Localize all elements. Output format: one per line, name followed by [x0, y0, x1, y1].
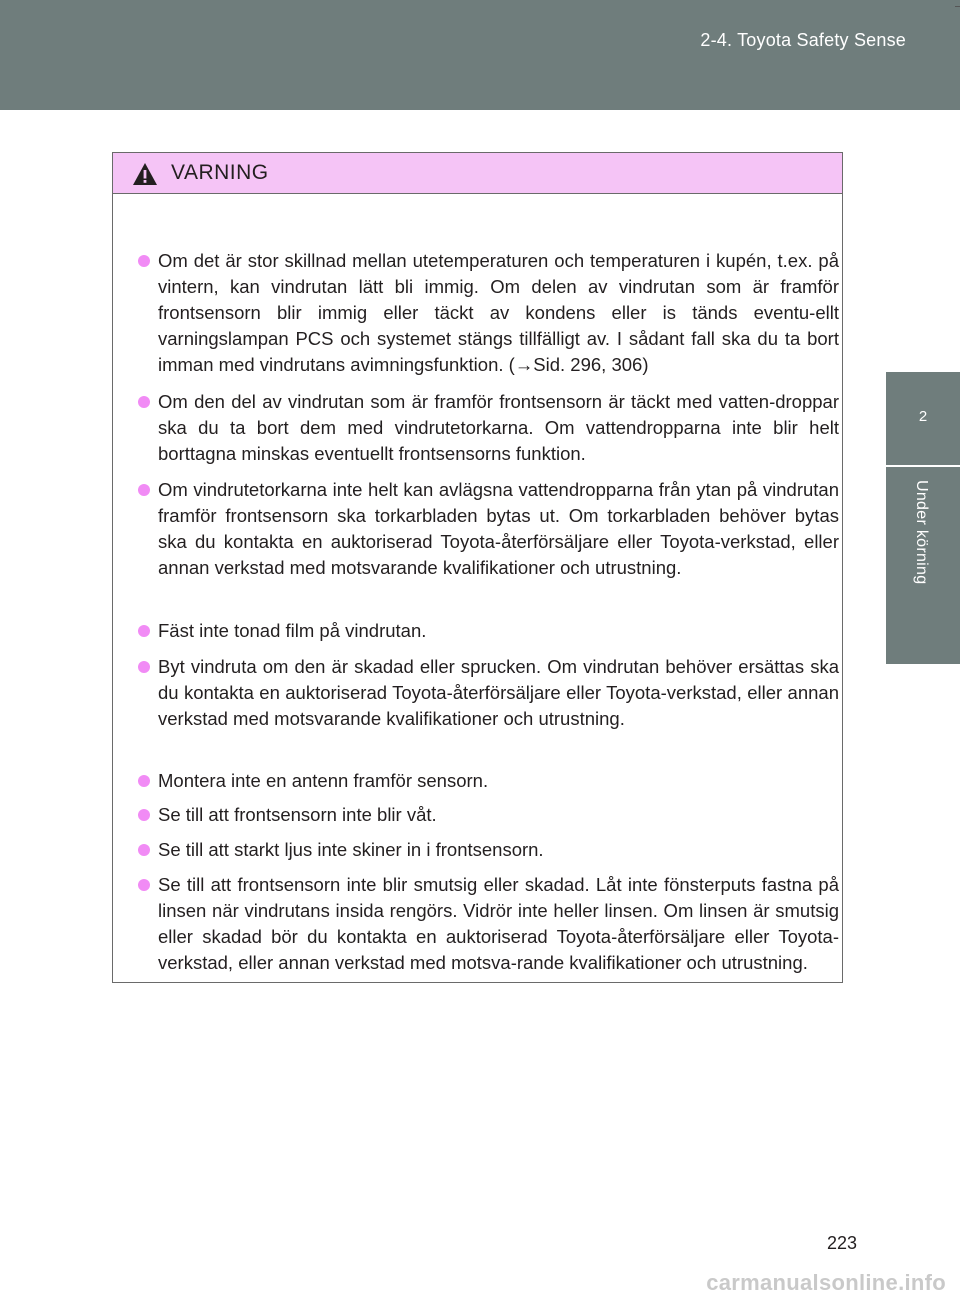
- list-item: [138, 618, 839, 644]
- warning-header: [113, 153, 842, 194]
- header-band: [0, 0, 960, 110]
- chapter-number: 2: [918, 408, 928, 425]
- list-item: [138, 768, 839, 794]
- bullet-icon: [138, 396, 150, 408]
- list-item-text: Montera inte en antenn framför sensorn.: [158, 770, 489, 791]
- list-item: [138, 802, 839, 828]
- list-item: [138, 389, 839, 467]
- list-item-text: Fäst inte tonad film på vindrutan.: [158, 620, 427, 641]
- bullet-icon: [138, 775, 150, 787]
- list-item: [138, 872, 839, 976]
- warning-box: [112, 152, 843, 983]
- watermark-logo: carmanualsonline.info: [706, 1270, 946, 1295]
- list-item-text: Om det är stor skillnad mellan utetemperaturen och temperaturen i kupén, t.ex. på vintern, kan vindrutan lätt bli immig. Om delen av vindrutan som är framför frontsensorn blir immig eller täckt av kondens eller is tänds eventu-ellt varningslampan PCS och systemet stängs tillfälligt av. I sådant fall ska du ta bort imman med vindrutans avimningsfunktion. (→Sid. 296, 306): [158, 250, 839, 375]
- list-item: [138, 837, 839, 863]
- chapter-label: Under körning: [913, 480, 930, 585]
- list-item: [138, 248, 839, 378]
- bullet-icon: [138, 255, 150, 267]
- crop-mark: [955, 6, 960, 7]
- list-item-text: Om vindrutetorkarna inte helt kan avlägsna vattendropparna från ytan på vindrutan framför frontsensorn ska torkarbladen bytas ut. Om torkarbladen behöver bytas ska du kontakta en auktoriserad Toyota-återförsäljare eller Toyota-verkstad, eller annan verkstad med motsvarande kvalifikationer och utrustning.: [158, 479, 839, 578]
- list-item: [138, 654, 839, 732]
- section-title: 2-4. Toyota Safety Sense: [700, 30, 906, 50]
- list-item-text: Se till att starkt ljus inte skiner in i frontsensorn.: [158, 839, 544, 860]
- warning-triangle-icon: [132, 162, 158, 186]
- bullet-icon: [138, 879, 150, 891]
- bullet-icon: [138, 484, 150, 496]
- list-item-text: Byt vindruta om den är skadad eller sprucken. Om vindrutan behöver ersättas ska du kontakta en auktoriserad Toyota-återförsäljare eller Toyota-verkstad, eller annan verkstad med motsvarande kvalifikationer och utrustning.: [158, 656, 839, 729]
- warning-title: VARNING: [171, 161, 269, 184]
- bullet-icon: [138, 625, 150, 637]
- bullet-icon: [138, 809, 150, 821]
- page-number: 223: [827, 1233, 858, 1253]
- list-item-text: Om den del av vindrutan som är framför frontsensorn är täckt med vatten-droppar ska du ta bort dem med vindrutetorkarna. Om vattendropparna inte blir helt borttagna minskas eventuellt frontsensorns funktion.: [158, 391, 839, 464]
- tab-divider: [886, 465, 960, 467]
- list-item: [138, 477, 839, 581]
- bullet-icon: [138, 844, 150, 856]
- bullet-icon: [138, 661, 150, 673]
- chapter-side-tab: [886, 372, 960, 664]
- list-item-text: Se till att frontsensorn inte blir smutsig eller skadad. Låt inte fönsterputs fastna på linsen när vindrutans insida rengörs. Vidrör inte heller linsen. Om linsen är smutsig eller skadad bör du kontakta en auktoriserad Toyota-återförsäljare eller Toyota-verkstad, eller annan verkstad med motsva-rande kvalifikationer och utrustning.: [158, 874, 839, 973]
- list-item-text: Se till att frontsensorn inte blir våt.: [158, 804, 437, 825]
